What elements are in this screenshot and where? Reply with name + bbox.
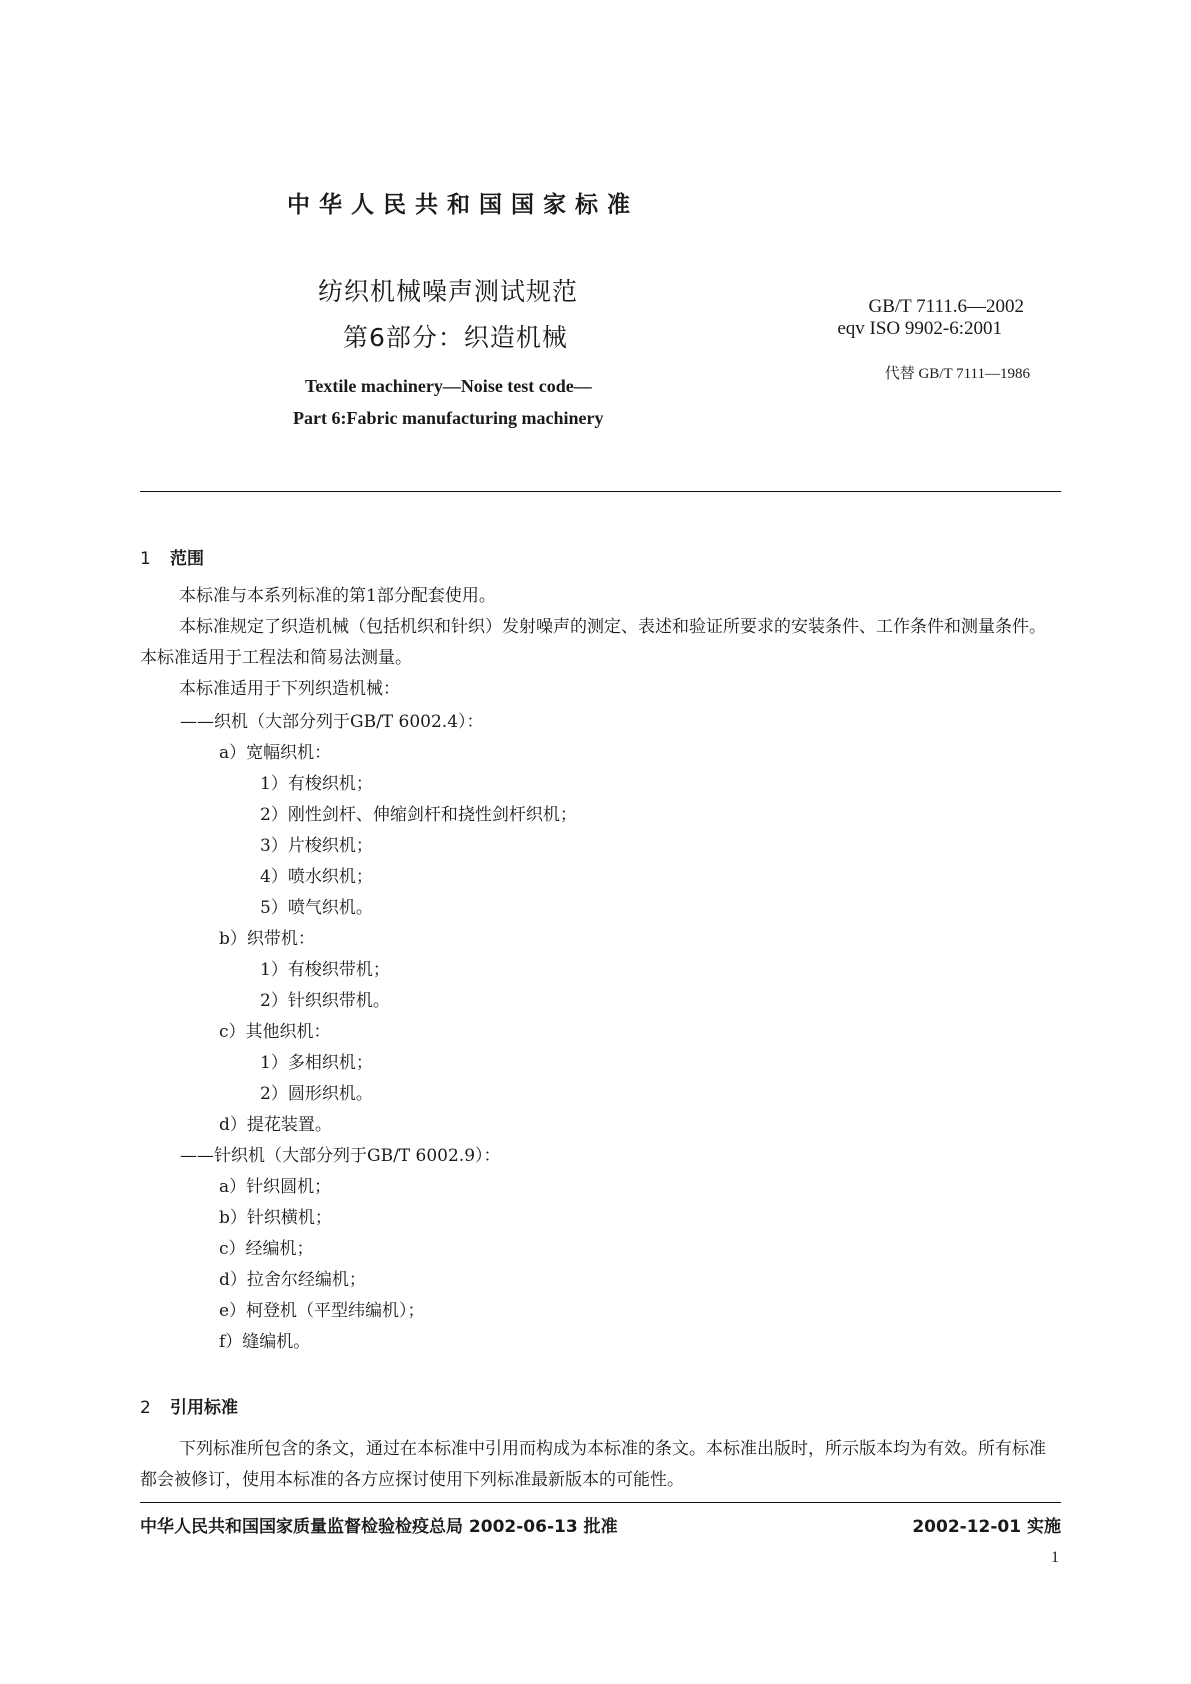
list-item: c）经编机； bbox=[219, 1239, 314, 1259]
list-item: a）针织圆机； bbox=[219, 1177, 332, 1197]
list-item: 5）喷气织机。 bbox=[260, 898, 373, 918]
section-2-paragraph bbox=[140, 1434, 1061, 1496]
list-item: e）柯登机（平型纬编机）； bbox=[219, 1301, 425, 1321]
approval-line: 中华人民共和国国家质量监督检验检疫总局 2002-06-13 批准 bbox=[140, 1517, 618, 1537]
page-number: 1 bbox=[1051, 1549, 1059, 1566]
paragraph: 本标准规定了织造机械（包括机织和针织）发射噪声的测定、表述和验证所要求的安装条件、工作条件和测量条件。本标准适用于工程法和简易法测量。 bbox=[140, 617, 1046, 668]
section-1-heading bbox=[140, 544, 204, 569]
section-title: 范围 bbox=[170, 549, 204, 569]
list-item: b）织带机： bbox=[219, 929, 315, 949]
title-chinese-line2: 第6部分：织造机械 bbox=[343, 323, 568, 352]
list-item: 4）喷水织机； bbox=[260, 867, 373, 887]
list-item: 2）刚性剑杆、伸缩剑杆和挠性剑杆织机； bbox=[260, 805, 577, 825]
replaces-standard: 代替 GB/T 7111—1986 bbox=[884, 366, 1030, 382]
equivalent-standard: eqv ISO 9902-6:2001 bbox=[837, 318, 1002, 339]
list-item: d）提花装置。 bbox=[219, 1115, 332, 1135]
title-english-line1: Textile machinery—Noise test code— bbox=[305, 376, 592, 396]
list-item: 1）多相织机； bbox=[260, 1053, 373, 1073]
list-item: 2）针织织带机。 bbox=[260, 991, 390, 1011]
list-item: d）拉舍尔经编机； bbox=[219, 1270, 366, 1290]
section-number: 2 bbox=[140, 1398, 151, 1418]
paragraph: 本标准适用于下列织造机械： bbox=[179, 679, 400, 699]
list-item: c）其他织机： bbox=[219, 1022, 331, 1042]
implementation-date: 2002-12-01 实施 bbox=[912, 1517, 1061, 1537]
list-item: 1）有梭织机； bbox=[260, 774, 373, 794]
section-1-paragraphs bbox=[140, 581, 1061, 705]
standard-code: GB/T 7111.6—2002 bbox=[868, 296, 1024, 317]
section-title: 引用标准 bbox=[170, 1398, 238, 1418]
paragraph: 本标准与本系列标准的第1部分配套使用。 bbox=[179, 586, 496, 606]
section-number: 1 bbox=[140, 549, 151, 569]
title-chinese-line1: 纺织机械噪声测试规范 bbox=[318, 277, 579, 306]
list-item: 2）圆形织机。 bbox=[260, 1084, 373, 1104]
title-english-line2: Part 6:Fabric manufacturing machinery bbox=[293, 408, 604, 428]
list-item: 1）有梭织带机； bbox=[260, 960, 390, 980]
national-standard-heading: 中华人民共和国国家标准 bbox=[287, 192, 639, 218]
list-item: ——织机（大部分列于GB/T 6002.4）： bbox=[180, 712, 484, 732]
list-item: b）针织横机； bbox=[219, 1208, 332, 1228]
list-item: a）宽幅织机： bbox=[219, 743, 332, 763]
footer-divider bbox=[140, 1502, 1061, 1503]
list-item: ——针织机（大部分列于GB/T 6002.9）： bbox=[180, 1146, 501, 1166]
section-2-heading bbox=[140, 1393, 238, 1418]
paragraph: 下列标准所包含的条文，通过在本标准中引用而构成为本标准的条文。本标准出版时，所示版本均为有效。所有标准都会被修订，使用本标准的各方应探讨使用下列标准最新版本的可能性。 bbox=[140, 1439, 1046, 1490]
list-item: f）缝编机。 bbox=[219, 1332, 311, 1352]
list-item: 3）片梭织机； bbox=[260, 836, 373, 856]
header-divider bbox=[140, 491, 1061, 492]
